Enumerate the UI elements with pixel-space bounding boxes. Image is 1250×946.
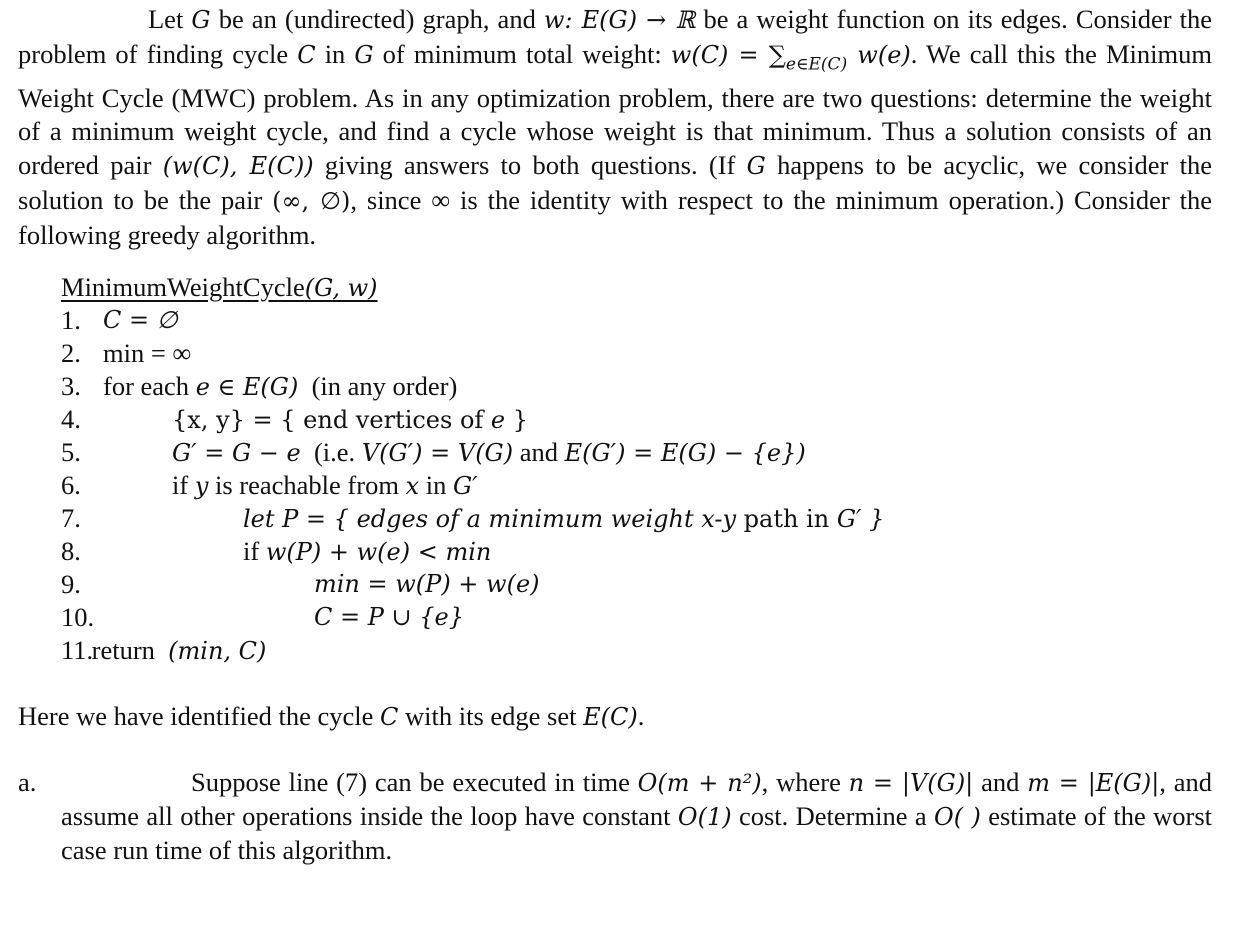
intro-paragraph [18,3,1212,252]
code-math: G′ [836,505,862,533]
code-text: (in any order) [298,371,458,401]
line-number: 2. [61,338,81,368]
line-number: 9. [61,569,81,599]
code-math: e ∈ E(G) [195,373,299,401]
code-text: in [419,470,453,500]
code-math: G′ = G − e [172,439,301,467]
code-text: is reachable from [208,470,406,500]
code-math: V(G′) = V(G) [361,439,514,467]
line-number: 3. [61,371,81,401]
algorithm-line [61,502,1161,535]
code-math: x-y [701,505,737,533]
math-sum: ∑ [768,40,786,69]
algorithm-args: (G, w) [304,274,378,302]
math-n-definition: n = |V(G)| [848,769,974,797]
math-acyclic-pair: (∞, ∅) [272,186,351,215]
algorithm-line [61,370,1161,403]
algorithm-name: MinimumWeightCycle [61,272,305,302]
line-code [103,370,457,404]
code-math: path in [736,505,837,533]
algorithm-title [61,271,378,304]
code-text: for each [103,371,196,401]
code-text: (i.e. [300,437,362,467]
math-solution-pair: (w(C), E(C)) [162,152,314,181]
line-number: 10. [61,602,95,632]
line-code [172,469,478,503]
code-text: if [172,470,195,500]
code-text: and [513,437,565,467]
algorithm-line [61,304,1161,337]
note-text: . [637,701,645,731]
code-math: y [194,472,209,500]
intro-text: giving answers to both questions. (If [313,150,747,181]
code-text: if [243,536,266,566]
intro-text: in [315,38,355,69]
line-number: 6. [61,470,81,500]
question-text-span: Suppose line (7) can be executed in time [191,767,638,797]
question-text-span: , where [761,767,849,797]
line-code: min = w(P) + w(e) [314,570,540,598]
algorithm-line [61,337,1161,370]
algorithm-line [61,601,1161,634]
algorithm-line [61,568,1161,601]
question-label: a. [18,767,37,797]
math-m-definition: m = |E(G)| [1027,769,1160,797]
intro-text: . We call this the Minimum Weight Cycle (MWC) problem. As in any optimization problem, there are two questions: determine the weight of a minimum weight cycle, and find a cycle whose weight is that minimum. Thus a solution consists of an ordered pair [18,38,1212,181]
line-code [85,634,266,668]
code-text: return [85,635,169,665]
note-text: Here we have identified the cycle [18,701,380,731]
intro-text: , since ∞ is the identity with respect to the minimum operation.) Consider the following greedy algorithm. [18,184,1212,250]
intro-text: be an (undirected) graph, and [210,4,544,34]
question-text-span: estimate of the worst case run time of this algorithm. [61,801,1212,865]
math-G: G [191,6,211,34]
math-constant-cost: O(1) [677,803,732,831]
algorithm-line [61,634,1161,667]
note-paragraph [18,700,644,734]
line-number: 8. [61,536,81,566]
code-math: G′ [452,472,478,500]
note-text: with its edge set [398,701,584,731]
question-text-span: cost. Determine a [731,801,935,831]
intro-text: be a weight function on its edges. Consider the problem of finding cycle [18,4,1213,69]
code-math: } [505,406,529,434]
math-runtime-line7: O(m + n²) [637,769,762,797]
algorithm-line [61,436,1161,469]
line-code [243,535,491,569]
code-math: {x, y} = { end vertices of [172,406,491,434]
line-code: min = ∞ [103,338,192,368]
math-C: C [379,703,399,731]
line-number: 4. [61,404,81,434]
intro-text: Let [148,4,192,34]
math-weight-function: w: E(G) → ℝ [543,6,696,34]
math-wC: w(C) = [670,40,769,69]
math-G: G [746,152,766,181]
algorithm-line [61,403,1161,436]
question-text [61,766,1212,867]
code-math: let P = { edges of a minimum weight [243,505,702,533]
math-G: G [354,40,374,69]
line-code [172,436,806,470]
code-math: x [405,472,420,500]
math-we: w(e) [847,40,911,69]
code-math: E(G′) = E(G) − {e}) [564,439,806,467]
line-code [172,403,528,437]
line-number: 7. [61,503,81,533]
code-math: w(P) + w(e) < min [265,538,492,566]
algorithm-line [61,469,1161,502]
line-number: 1. [61,305,81,335]
line-number: 5. [61,437,81,467]
math-EC: E(C) [583,703,638,731]
intro-text: happens to be acyclic, we consider the solution to be the pair [18,150,1212,215]
question-text-span: , and assume all other operations inside the loop have constant [61,767,1213,831]
math-big-o: O( ) [934,803,981,831]
line-code: C = P ∪ {e} [314,603,464,631]
code-math: (min, C) [168,637,267,665]
line-code [243,502,884,536]
code-math: } [861,505,885,533]
line-number: 11. [61,635,94,665]
intro-text: of minimum total weight: [373,38,671,69]
algorithm-line [61,535,1161,568]
line-code: C = ∅ [103,306,178,334]
code-math: e [490,406,506,434]
math-sum-subscript: e∈E(C) [785,54,848,74]
math-C: C [297,40,316,69]
question-text-span: and [973,767,1028,797]
